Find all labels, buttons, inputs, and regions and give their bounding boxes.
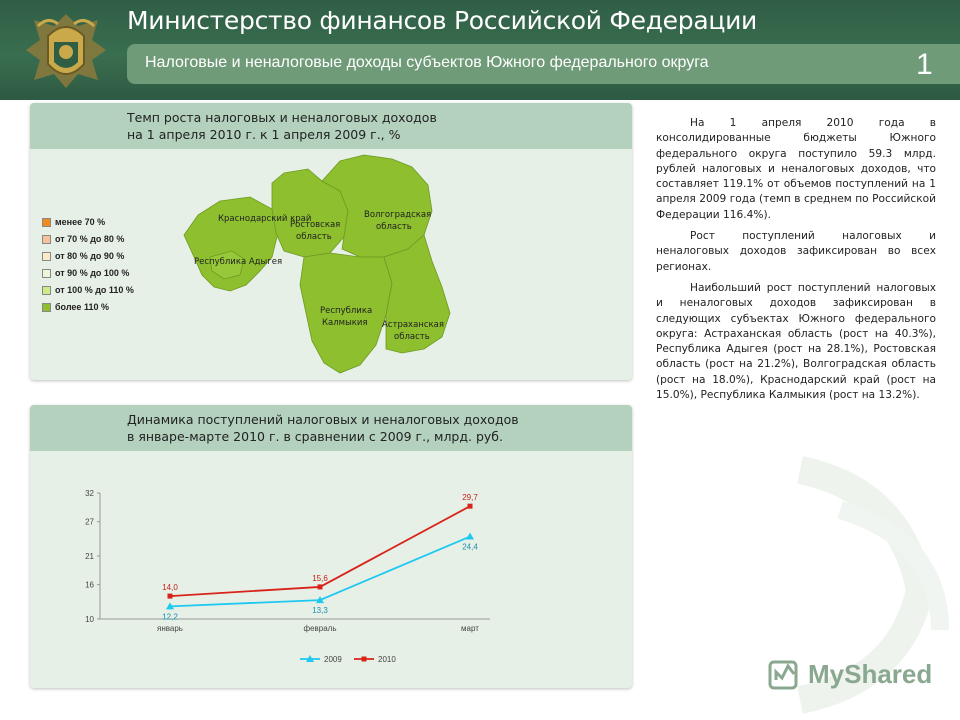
watermark-text: MyShared bbox=[808, 659, 933, 689]
data-label: 24,4 bbox=[462, 542, 478, 552]
chart-panel bbox=[30, 405, 632, 688]
map-panel: Темп роста налоговых и неналоговых доходов на 1 апреля 2010 г. к 1 апреля 2009 г., % менее 70 % от 70 % до 80 % от 80 % до 90 % от 90 % до 100 % от 100 % до 110 % более 110 % Краснодарский край Ростовская область Волгоградская область Республика Адыгея Республика Калмыкия Астраханская область bbox=[30, 103, 632, 380]
regions-map bbox=[180, 153, 480, 378]
x-tick-label: март bbox=[461, 624, 479, 633]
body-paragraph: На 1 апреля 2010 года в консолидированные бюджеты Южного федерального округа поступило 59.3 млрд. рублей налоговых и неналоговых доходов, что составляет 119.1% от объемов поступлений на 1 апреля 2009 года (темп в среднем по Российской Федерации 116.4%). bbox=[656, 117, 936, 221]
data-label: 14,0 bbox=[162, 583, 178, 593]
legend-swatch bbox=[42, 303, 51, 312]
body-text bbox=[656, 116, 936, 409]
region-label: Волгоградская bbox=[364, 210, 432, 220]
region-label: Республика Адыгея bbox=[194, 257, 283, 267]
region-label: область bbox=[394, 332, 430, 342]
legend-swatch bbox=[42, 235, 51, 244]
y-tick-label: 32 bbox=[85, 489, 94, 498]
chart-panel-title-line2: в январе-марте 2010 г. в сравнении с 2009 г., млрд. руб. bbox=[127, 429, 503, 444]
y-tick-label: 16 bbox=[85, 580, 94, 590]
legend-label: 2010 bbox=[378, 655, 396, 664]
legend-swatch bbox=[42, 269, 51, 278]
page-number: 1 bbox=[916, 48, 933, 81]
data-point bbox=[168, 594, 173, 599]
chart-panel-title-line1: Динамика поступлений налоговых и неналоговых доходов bbox=[127, 412, 519, 427]
map-panel-title-line1: Темп роста налоговых и неналоговых доходов bbox=[127, 110, 437, 125]
series-line-2009 bbox=[170, 537, 470, 607]
coat-of-arms-icon bbox=[18, 6, 114, 94]
map-panel-title-line2: на 1 апреля 2010 г. к 1 апреля 2009 г., % bbox=[127, 127, 401, 142]
legend-swatch bbox=[42, 286, 51, 295]
revenue-line-chart bbox=[70, 483, 510, 673]
y-tick-label: 10 bbox=[85, 615, 94, 624]
data-label: 13,3 bbox=[312, 606, 328, 616]
x-tick-label: февраль bbox=[303, 624, 337, 633]
region-label: Ростовская bbox=[290, 220, 341, 230]
data-point bbox=[466, 533, 474, 540]
region-label: область bbox=[376, 222, 412, 232]
chart-panel-header bbox=[30, 405, 632, 451]
watermark-logo bbox=[768, 656, 933, 696]
region-label: Калмыкия bbox=[322, 318, 368, 328]
region-label: Республика bbox=[320, 306, 373, 316]
ministry-title: Министерство финансов Российской Федерации bbox=[127, 6, 757, 35]
slide-title: Налоговые и неналоговые доходы субъектов Южного федерального округа bbox=[145, 54, 709, 71]
watermark-icon bbox=[768, 656, 802, 692]
slide-title-bar bbox=[127, 44, 960, 84]
data-label: 15,6 bbox=[312, 573, 328, 583]
body-paragraph: Рост поступлений налоговых и неналоговых доходов зафиксирован во всех регионах. bbox=[656, 230, 936, 273]
region-label: Краснодарский край bbox=[218, 214, 312, 224]
region-label: Астраханская bbox=[382, 320, 444, 330]
legend-marker bbox=[362, 657, 367, 662]
legend-swatch bbox=[42, 218, 51, 227]
data-label: 29,7 bbox=[462, 493, 478, 503]
body-paragraph: Наибольший рост поступлений налоговых и неналоговых доходов зафиксирован в следующих субъектах Южного федерального округа: Астраханская область (рост на 40.3%), Республика Адыгея (рост на 28.1%), Ростовская область (рост на 21.2%), Волгоградская область (рост на 18.0%), Краснодарский край (рост на 15.0%), Республика Калмыкия (рост на 13.2%). bbox=[656, 281, 936, 402]
region-label: область bbox=[296, 232, 332, 242]
y-tick-label: 27 bbox=[85, 517, 94, 527]
x-tick-label: январь bbox=[157, 624, 183, 633]
header-bar bbox=[0, 0, 960, 100]
legend-label: 2009 bbox=[324, 655, 342, 664]
y-tick-label: 21 bbox=[85, 552, 94, 561]
legend-swatch bbox=[42, 252, 51, 261]
data-point bbox=[318, 584, 323, 589]
map-panel-header bbox=[30, 103, 632, 149]
data-label: 12,2 bbox=[162, 612, 178, 622]
data-point bbox=[468, 504, 473, 509]
